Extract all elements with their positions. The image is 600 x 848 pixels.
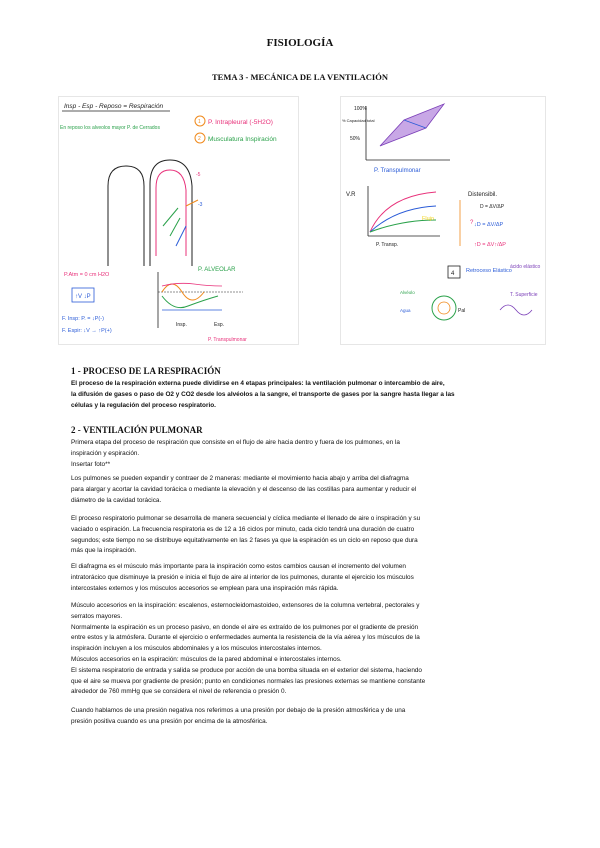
label-f-esp: F. Espir: ↓V → ↑P(+) [62, 328, 112, 334]
label-retroceso: Retroceso Elástico [466, 268, 512, 274]
label-tension: T. Superficie [510, 292, 538, 298]
text-line: para alargar y acortar la cavidad torácica o mediante la elevación y el descenso de las costillas para aumentar y reducir el [71, 485, 417, 493]
text-line: El sistema respiratorio de entrada y salida se produce por acción de una bomba situada en el exterior del sistema, haciendo [71, 666, 422, 674]
text-line: intratorácico que disminuye la presión e inicia el flujo de aire al interior de los pulmones, durante el ejercicio los músculos [71, 573, 414, 581]
label-pal: Pal [458, 308, 466, 314]
text-line: serratos mayores. [71, 612, 123, 620]
label-q1: ? [470, 220, 474, 226]
label-volume-pressure: ↑V ↓P [75, 294, 91, 300]
section-1-heading: 1 - PROCESO DE LA RESPIRACIÓN [71, 366, 221, 376]
text-line: Músculo accesorios en la inspiración: escalenos, esternocleidomastoideo, extensores de la columna vertebral, pectorales y [71, 602, 420, 609]
section-2-paragraph-1 [71, 438, 531, 470]
handwritten-notes-right [340, 96, 546, 345]
label-f-insp: F. Insp: P. = ↓P(-) [62, 316, 104, 322]
label-vol50: 50% [350, 136, 361, 142]
label-esp: Esp. [214, 322, 225, 328]
lung-pressure-diagram [58, 96, 299, 345]
label-high-d: ↑D = ΔV↑/ΔP [474, 242, 506, 248]
text-line: entre estos y la atmósfera. Durante el ejercicio o enfermedades aumenta la resistencia de la vía aérea y los músculos de la [71, 634, 420, 642]
text-line: más que la inspiración. [71, 547, 137, 555]
text-line: Primera etapa del proceso de respiración que consiste en el flujo de aire hacia dentro y fuera de los pulmones, en la [71, 439, 400, 446]
text-line: Insertar foto** [71, 460, 111, 468]
label-d-eq: D = ΔV/ΔP [480, 204, 505, 210]
text-line: El proceso de la respiración externa puede dividirse en 4 etapas principales: la ventilación pulmonar o intercambio de aire, [71, 380, 445, 387]
text-line: Cuando hablamos de una presión negativa nos referimos a una presión por debajo de la presión atmosférica y de una [71, 707, 406, 714]
label-ptransp: P. Transp. [376, 242, 399, 248]
label-transpulmonar: P. Transpulmonar [208, 337, 247, 343]
section-2-heading: 2 - VENTILACIÓN PULMONAR [71, 425, 203, 435]
handwritten-notes-left [58, 96, 299, 345]
text-line: El diafragma es el músculo más importante para la inspiración como estos cambios causan el incremento del volumen [71, 563, 406, 570]
text-line: la difusión de gases o paso de O2 y CO2 desde los alvéolos a la sangre, el transporte de gases por la sangre hasta llegar a las [71, 390, 455, 398]
legend-musculatura: Musculatura Inspiración [208, 136, 277, 143]
section-2-paragraph-4 [71, 562, 531, 594]
section-2-paragraph-6 [71, 706, 531, 728]
text-line: inspiración incluyen a los músculos abdominales y a los músculos intercostales internos. [71, 645, 322, 653]
text-line: inspiración y espiración. [71, 449, 140, 457]
label-vol100: 100% [354, 106, 367, 112]
label-low-d: ↓D = ΔV/ΔP [474, 222, 504, 228]
section-1-paragraph [71, 379, 531, 411]
note-box-title: Insp - Esp - Reposo = Respiración [64, 103, 164, 110]
legend-intrapleural: P. Intrapleural (-5H2O) [208, 119, 273, 126]
text-line: presión positiva cuando es una presión por encima de la atmosférica. [71, 717, 268, 725]
label-patm: P.Atm = 0 cm H2O [64, 272, 110, 278]
svg-text:1: 1 [198, 119, 201, 125]
label-minus5: -5 [196, 172, 201, 178]
section-2-paragraph-2 [71, 474, 531, 506]
label-distensibilidad: Distensibil. [468, 192, 498, 198]
text-line: Músculos accesorios en la espiración: músculos de la pared abdominal e intercostales internos. [71, 655, 342, 663]
text-line: El proceso respiratorio pulmonar se desarrolla de manera secuencial y cíclica mediante el llenado de aire o inspiración y su [71, 515, 421, 522]
label-insp: Insp. [176, 322, 187, 328]
svg-text:2: 2 [198, 136, 201, 142]
label-minus3: -3 [198, 202, 203, 208]
label-alveolo: Alvéolo [400, 290, 415, 295]
label-agua: Agua [400, 308, 411, 313]
text-line: diámetro de la cavidad torácica. [71, 496, 162, 504]
document-subtitle: TEMA 3 - MECÁNICA DE LA VENTILACIÓN [211, 72, 388, 82]
text-line: intercostales externos y los músculos accesorios se emplean para una inspiración más rápida. [71, 584, 339, 592]
note-side-note: En reposo los alveolos mayor P. de Cerrados [60, 125, 160, 131]
label-flujo: Flujo [422, 216, 434, 222]
text-line: células y la regulación del proceso respiratorio. [71, 401, 216, 409]
text-line: Los pulmones se pueden expandir y contraer de 2 maneras: mediante el movimiento hacia abajo y arriba del diafragma [71, 475, 409, 482]
label-vr: V.R [346, 192, 356, 198]
text-line: Normalmente la espiración es un proceso pasivo, en donde el aire es extraído de los pulmones por el gradiente de presión [71, 623, 419, 631]
text-line: segundos; este tiempo no se distribuye equitativamente en las 2 fases ya que la espiración es un ciclo en reposo que dura [71, 536, 418, 544]
compliance-diagram [340, 96, 546, 345]
label-alveolar: P. ALVEOLAR [198, 267, 236, 273]
document-title: FISIOLOGÍA [266, 37, 334, 49]
label-acido: ácido elástico [510, 264, 541, 270]
label-vol-capacity: % Capacidad total [342, 118, 375, 123]
label-n4: 4 [451, 271, 455, 277]
text-line: alrededor de 760 mmHg que se considera el nivel de referencia o presión 0. [71, 688, 287, 696]
section-2-paragraph-5 [71, 601, 531, 698]
section-2-paragraph-3 [71, 514, 531, 557]
text-line: que el aire se mueva por gradiente de presión; punto en condiciones normales las presiones externas se mantiene constante [71, 677, 426, 685]
text-line: vaciado o espiración. La frecuencia respiratoria es de 12 a 16 ciclos por minuto, cada ciclo tendrá una duración de cuatro [71, 525, 415, 533]
label-ptranspulmonar: P. Transpulmonar [374, 168, 421, 174]
